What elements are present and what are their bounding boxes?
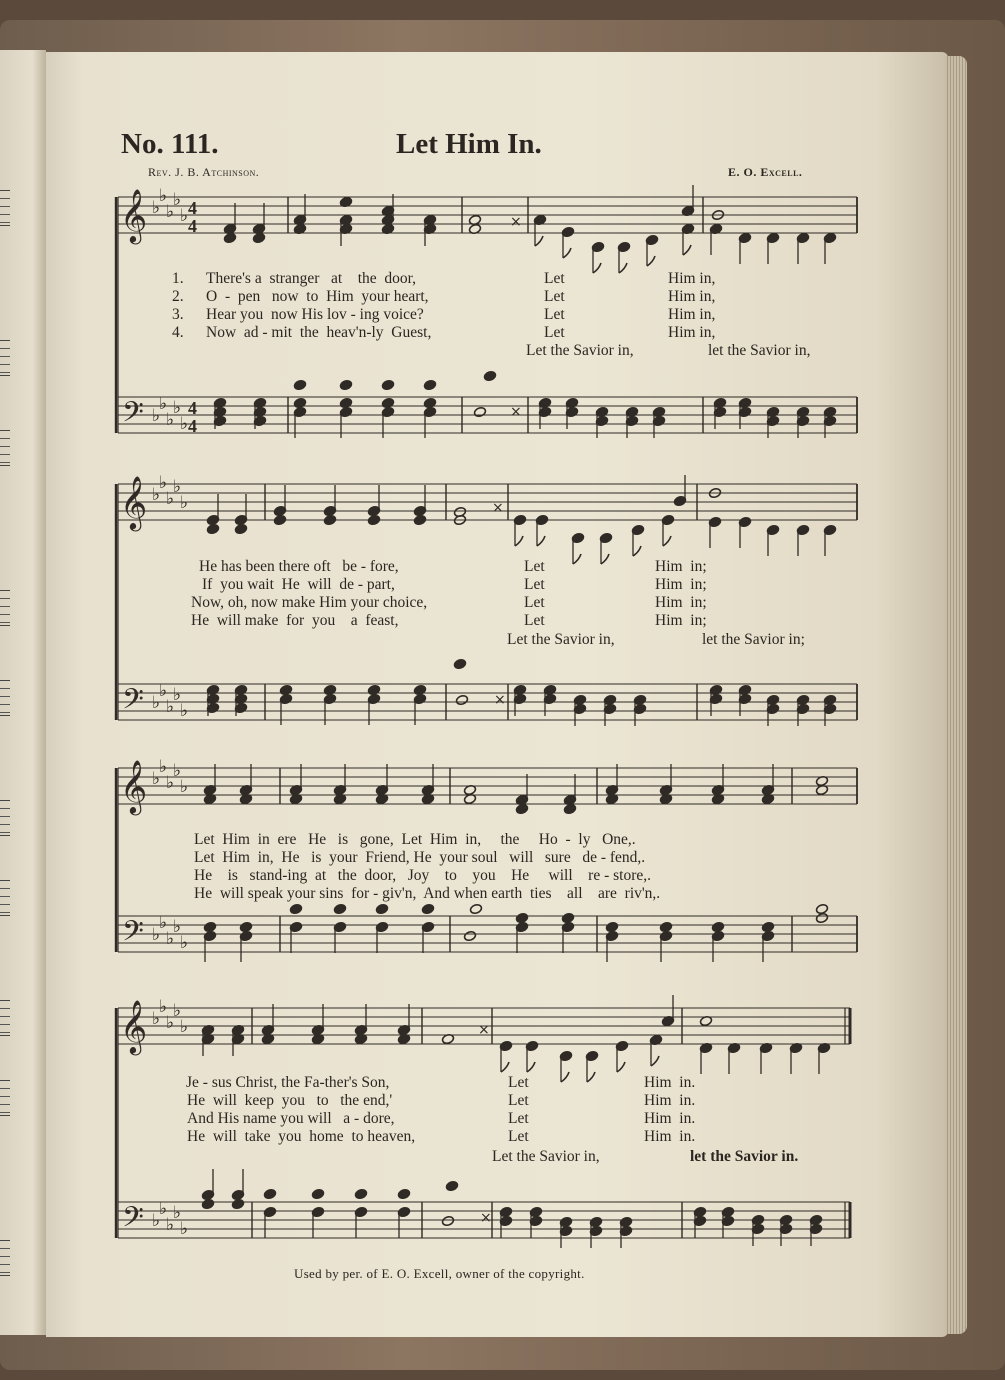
bass-clef: 𝄢 bbox=[122, 683, 144, 723]
lyric-line: Now ad - mit the heav'n-ly Guest, bbox=[206, 324, 432, 341]
note-head bbox=[515, 803, 528, 814]
lyric-line: He is stand-ing at the door, Joy to you He will re - store,. bbox=[194, 867, 651, 884]
time-signature: 4 bbox=[188, 198, 197, 218]
note-head bbox=[711, 921, 724, 932]
note-head bbox=[453, 658, 466, 669]
note-head bbox=[463, 930, 476, 941]
note-head bbox=[815, 912, 828, 923]
lyric-him-in: Him in; bbox=[655, 576, 707, 593]
hymn-author: Rev. J. B. Atchinson. bbox=[148, 165, 260, 179]
flat-sign: ♭ bbox=[173, 685, 182, 705]
note-head bbox=[375, 903, 388, 914]
flat-sign: ♭ bbox=[152, 1009, 161, 1029]
lyric-him-in: Him in. bbox=[644, 1110, 696, 1127]
note-head bbox=[761, 921, 774, 932]
note-head bbox=[311, 1188, 324, 1199]
lyric-let: Let bbox=[544, 288, 565, 305]
note-head bbox=[339, 397, 352, 408]
note-head bbox=[239, 921, 252, 932]
copyright-footer: Used by per. of E. O. Excell, owner of the copyright. bbox=[294, 1266, 585, 1281]
rest: × bbox=[492, 500, 504, 516]
note-flag bbox=[563, 248, 571, 258]
flat-sign: ♭ bbox=[159, 913, 168, 933]
hymn-number: No. 111. bbox=[121, 128, 219, 160]
note-head bbox=[483, 370, 496, 381]
note-flag bbox=[537, 536, 545, 546]
note-head bbox=[381, 379, 394, 390]
lyric-line: O - pen now to Him your heart, bbox=[206, 288, 429, 305]
time-signature: 4 bbox=[188, 416, 197, 436]
flat-sign: ♭ bbox=[159, 473, 168, 493]
note-head bbox=[234, 523, 247, 534]
note-head bbox=[561, 912, 574, 923]
note-head bbox=[815, 903, 828, 914]
flat-sign: ♭ bbox=[152, 1211, 161, 1231]
note-head bbox=[293, 397, 306, 408]
flat-sign: ♭ bbox=[180, 493, 189, 513]
flat-sign: ♭ bbox=[159, 1199, 168, 1219]
bass-clef: 𝄢 bbox=[122, 915, 144, 955]
note-flag bbox=[593, 263, 601, 273]
refrain-line: let the Savior in; bbox=[702, 631, 805, 648]
lyric-him-in: Him in; bbox=[655, 594, 707, 611]
lyric-line: Hear you now His lov - ing voice? bbox=[206, 306, 424, 323]
lyric-let: Let bbox=[508, 1092, 529, 1109]
note-head bbox=[421, 903, 434, 914]
note-head bbox=[423, 397, 436, 408]
note-flag bbox=[573, 554, 581, 564]
hymn-title: Let Him In. bbox=[396, 128, 542, 160]
note-flag bbox=[561, 1072, 569, 1082]
time-signature: 4 bbox=[188, 398, 197, 418]
flat-sign: ♭ bbox=[173, 190, 182, 210]
flat-sign: ♭ bbox=[173, 477, 182, 497]
flat-sign: ♭ bbox=[180, 1219, 189, 1239]
treble-clef: 𝄞 bbox=[120, 188, 148, 242]
rest: × bbox=[494, 692, 506, 708]
flat-sign: ♭ bbox=[166, 773, 175, 793]
flat-sign: ♭ bbox=[180, 206, 189, 226]
note-flag bbox=[683, 245, 691, 255]
note-head bbox=[413, 514, 426, 525]
note-head bbox=[397, 1188, 410, 1199]
lyric-let: Let bbox=[544, 324, 565, 341]
bass-clef: 𝄢 bbox=[122, 396, 144, 436]
note-head bbox=[413, 684, 426, 695]
lyric-him-in: Him in; bbox=[655, 558, 707, 575]
rest: × bbox=[510, 214, 522, 230]
lyric-him-in: Him in; bbox=[655, 612, 707, 629]
note-head bbox=[333, 903, 346, 914]
note-flag bbox=[633, 546, 641, 556]
note-flag bbox=[651, 1056, 659, 1066]
verse-number: 2. bbox=[172, 288, 184, 305]
verse-number: 1. bbox=[172, 270, 184, 287]
note-head bbox=[473, 406, 486, 417]
flat-sign: ♭ bbox=[166, 1215, 175, 1235]
note-head bbox=[293, 379, 306, 390]
lyric-line: He will keep you to the end,' bbox=[187, 1092, 393, 1109]
lyric-let: Let bbox=[508, 1128, 529, 1145]
note-head bbox=[339, 379, 352, 390]
note-flag bbox=[619, 263, 627, 273]
note-head bbox=[206, 523, 219, 534]
note-head bbox=[223, 232, 236, 243]
note-head bbox=[323, 514, 336, 525]
flat-sign: ♭ bbox=[180, 933, 189, 953]
lyric-line: He will speak your sins for - giv'n, And when earth ties all are riv'n,. bbox=[194, 885, 661, 902]
verse-number: 3. bbox=[172, 306, 184, 323]
note-head bbox=[252, 232, 265, 243]
lyric-line: There's a stranger at the door, bbox=[206, 270, 417, 287]
flat-sign: ♭ bbox=[173, 917, 182, 937]
flat-sign: ♭ bbox=[159, 997, 168, 1017]
time-signature: 4 bbox=[188, 216, 197, 236]
note-head bbox=[367, 684, 380, 695]
refrain-line: let the Savior in. bbox=[690, 1148, 799, 1165]
lyric-him-in: Him in, bbox=[668, 324, 716, 341]
flat-sign: ♭ bbox=[166, 929, 175, 949]
note-head bbox=[279, 684, 292, 695]
lyric-him-in: Him in, bbox=[668, 270, 716, 287]
lyric-him-in: Him in. bbox=[644, 1092, 696, 1109]
lyric-let: Let bbox=[524, 558, 545, 575]
flat-sign: ♭ bbox=[180, 1017, 189, 1037]
rest: × bbox=[480, 1210, 492, 1226]
refrain-line: Let the Savior in, bbox=[526, 342, 634, 359]
lyric-line: Let Him in, He is your Friend, He your soul will sure de - fend,. bbox=[194, 849, 646, 866]
note-head bbox=[605, 921, 618, 932]
flat-sign: ♭ bbox=[159, 757, 168, 777]
flat-sign: ♭ bbox=[166, 697, 175, 717]
lyric-let: Let bbox=[544, 306, 565, 323]
note-flag bbox=[535, 236, 543, 246]
verse-number: 4. bbox=[172, 324, 184, 341]
flat-sign: ♭ bbox=[173, 761, 182, 781]
rest: × bbox=[510, 404, 522, 420]
note-head bbox=[423, 379, 436, 390]
treble-clef: 𝄞 bbox=[120, 759, 148, 813]
flat-sign: ♭ bbox=[152, 693, 161, 713]
lyric-him-in: Him in. bbox=[644, 1074, 696, 1091]
note-head bbox=[203, 921, 216, 932]
flat-sign: ♭ bbox=[166, 489, 175, 509]
note-head bbox=[201, 1198, 214, 1209]
note-head bbox=[289, 903, 302, 914]
rest: × bbox=[478, 1022, 490, 1038]
treble-clef: 𝄞 bbox=[120, 475, 148, 529]
note-head bbox=[273, 514, 286, 525]
lyric-line: Je - sus Christ, the Fa-ther's Son, bbox=[186, 1074, 390, 1091]
note-head bbox=[455, 694, 468, 705]
flat-sign: ♭ bbox=[180, 777, 189, 797]
flat-sign: ♭ bbox=[173, 1001, 182, 1021]
lyric-him-in: Him in. bbox=[644, 1128, 696, 1145]
lyric-line: If you wait He will de - part, bbox=[202, 576, 395, 593]
flat-sign: ♭ bbox=[159, 681, 168, 701]
note-head bbox=[563, 803, 576, 814]
lyric-let: Let bbox=[524, 612, 545, 629]
note-head bbox=[231, 1198, 244, 1209]
note-head bbox=[381, 397, 394, 408]
refrain-line: Let the Savior in, bbox=[492, 1148, 600, 1165]
lyric-let: Let bbox=[508, 1074, 529, 1091]
flat-sign: ♭ bbox=[159, 186, 168, 206]
lyric-let: Let bbox=[544, 270, 565, 287]
note-head bbox=[515, 912, 528, 923]
note-head bbox=[354, 1188, 367, 1199]
flat-sign: ♭ bbox=[152, 198, 161, 218]
note-flag bbox=[601, 554, 609, 564]
note-head bbox=[659, 921, 672, 932]
note-head bbox=[367, 514, 380, 525]
lyric-him-in: Him in, bbox=[668, 306, 716, 323]
treble-clef: 𝄞 bbox=[120, 999, 148, 1053]
note-flag bbox=[515, 536, 523, 546]
lyric-line: And His name you will a - dore, bbox=[187, 1110, 395, 1127]
flat-sign: ♭ bbox=[173, 398, 182, 418]
lyric-line: Let Him in ere He is gone, Let Him in, the Ho - ly One,. bbox=[194, 831, 636, 848]
flat-sign: ♭ bbox=[173, 1203, 182, 1223]
note-head bbox=[469, 903, 482, 914]
note-head bbox=[263, 1188, 276, 1199]
flat-sign: ♭ bbox=[180, 414, 189, 434]
flat-sign: ♭ bbox=[159, 394, 168, 414]
lyric-line: Now, oh, now make Him your choice, bbox=[191, 594, 428, 611]
hymn-composer: E. O. Excell. bbox=[728, 165, 803, 179]
note-head bbox=[323, 684, 336, 695]
lyric-line: He will make for you a feast, bbox=[191, 612, 399, 629]
flat-sign: ♭ bbox=[166, 202, 175, 222]
note-head bbox=[445, 1180, 458, 1191]
note-flag bbox=[527, 1062, 535, 1072]
flat-sign: ♭ bbox=[152, 925, 161, 945]
note-flag bbox=[647, 256, 655, 266]
flat-sign: ♭ bbox=[180, 701, 189, 721]
flat-sign: ♭ bbox=[152, 769, 161, 789]
note-flag bbox=[663, 536, 671, 546]
lyric-let: Let bbox=[508, 1110, 529, 1127]
lyric-line: He has been there oft be - fore, bbox=[199, 558, 399, 575]
note-head bbox=[441, 1215, 454, 1226]
flat-sign: ♭ bbox=[152, 485, 161, 505]
lyric-line: He will take you home to heaven, bbox=[187, 1128, 416, 1145]
bass-clef: 𝄢 bbox=[122, 1201, 144, 1241]
note-flag bbox=[617, 1062, 625, 1072]
flat-sign: ♭ bbox=[152, 406, 161, 426]
lyric-let: Let bbox=[524, 576, 545, 593]
refrain-line: Let the Savior in, bbox=[507, 631, 615, 648]
flat-sign: ♭ bbox=[166, 410, 175, 430]
refrain-line: let the Savior in, bbox=[708, 342, 811, 359]
lyric-let: Let bbox=[524, 594, 545, 611]
note-flag bbox=[501, 1062, 509, 1072]
flat-sign: ♭ bbox=[166, 1013, 175, 1033]
note-flag bbox=[587, 1072, 595, 1082]
lyric-him-in: Him in, bbox=[668, 288, 716, 305]
